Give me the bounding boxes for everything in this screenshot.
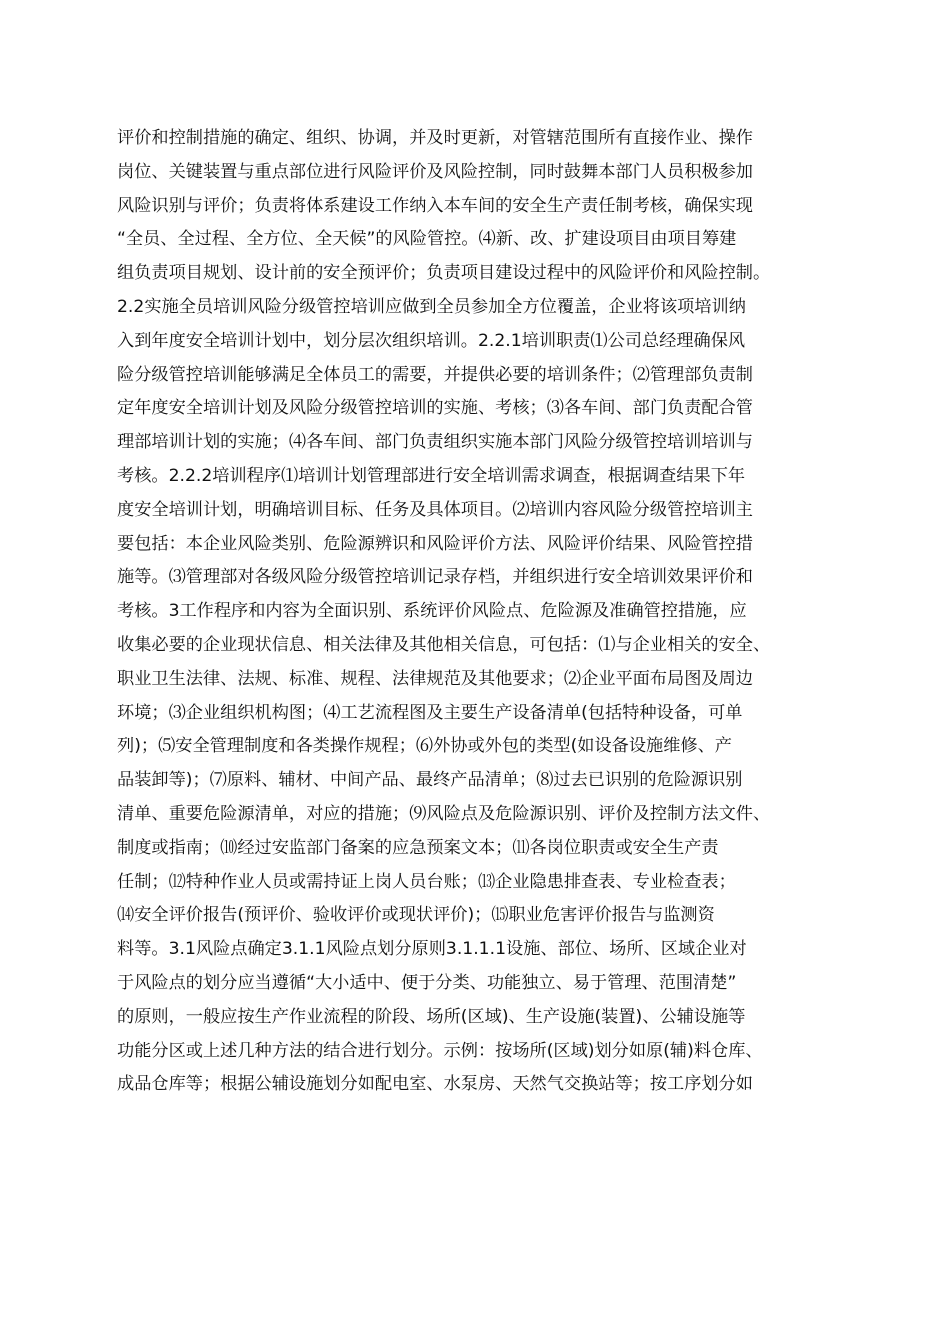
text-line: 要包括：本企业风险类别、危险源辨识和风险评价方法、风险评价结果、风险管控措 [117, 533, 753, 554]
text-line: 于风险点的划分应当遵循“大小适中、便于分类、功能独立、易于管理、范围清楚” [117, 972, 737, 993]
text-line: 施等。⑶管理部对各级风险分级管控培训记录存档，并组织进行安全培训效果评价和 [117, 567, 753, 588]
text-line: 职业卫生法律、法规、标准、规程、法律规范及其他要求；⑵企业平面布局图及周边 [117, 668, 753, 689]
text-line: 清单、重要危险源清单，对应的措施；⑼风险点及危险源识别、评价及控制方法文件、 [117, 803, 771, 824]
text-line: 定年度安全培训计划及风险分级管控培训的实施、考核；⑶各车间、部门负责配合管 [117, 398, 753, 419]
text-line: 的原则，一般应按生产作业流程的阶段、场所(区域)、生产设施(装置)、公辅设施等 [117, 1006, 746, 1027]
text-line: 考核。2.2.2培训程序⑴培训计划管理部进行安全培训需求调查，根据调查结果下年 [117, 465, 746, 486]
text-line: 料等。3.1风险点确定3.1.1风险点划分原则3.1.1.1设施、部位、场所、区域企业对 [117, 939, 747, 960]
text-line: ⒁安全评价报告(预评价、验收评价或现状评价)；⒂职业危害评价报告与监测资 [117, 905, 715, 926]
text-line: 组负责项目规划、设计前的安全预评价；负责项目建设过程中的风险评价和风险控制。 [117, 263, 771, 284]
text-line: 环境；⑶企业组织机构图；⑷工艺流程图及主要生产设备清单(包括特种设备，可单 [117, 702, 743, 723]
text-line: 险分级管控培训能够满足全体员工的需要，并提供必要的培训条件；⑵管理部负责制 [117, 364, 753, 385]
text-line: 2.2实施全员培训风险分级管控培训应做到全员参加全方位覆盖，企业将该项培训纳 [117, 296, 746, 317]
text-line: 成品仓库等；根据公辅设施划分如配电室、水泵房、天然气交换站等；按工序划分如 [117, 1074, 753, 1095]
text-line: 岗位、关键装置与重点部位进行风险评价及风险控制，同时鼓舞本部门人员积极参加 [117, 161, 753, 182]
text-line: 理部培训计划的实施；⑷各车间、部门负责组织实施本部门风险分级管控培训培训与 [117, 432, 753, 453]
text-line: 风险识别与评价；负责将体系建设工作纳入本车间的安全生产责任制考核，确保实现 [117, 195, 753, 216]
text-line: 度安全培训计划，明确培训目标、任务及具体项目。⑵培训内容风险分级管控培训主 [117, 499, 753, 520]
text-line: 入到年度安全培训计划中，划分层次组织培训。2.2.1培训职责⑴公司总经理确保风 [117, 330, 746, 351]
text-line: 制度或指南；⑽经过安监部门备案的应急预案文本；⑾各岗位职责或安全生产责 [117, 837, 719, 858]
text-line: 品装卸等)；⑺原料、辅材、中间产品、最终产品清单；⑻过去已识别的危险源识别 [117, 770, 743, 791]
body-text [117, 122, 857, 1102]
text-line: “全员、全过程、全方位、全天候”的风险管控。⑷新、改、扩建设项目由项目筹建 [117, 229, 737, 250]
text-line: 评价和控制措施的确定、组织、协调，并及时更新，对管辖范围所有直接作业、操作 [117, 128, 753, 148]
text-line: 收集必要的企业现状信息、相关法律及其他相关信息，可包括：⑴与企业相关的安全、 [117, 634, 771, 655]
text-line: 考核。3工作程序和内容为全面识别、系统评价风险点、危险源及准确管控措施，应 [117, 601, 747, 622]
text-line: 列)；⑸安全管理制度和各类操作规程；⑹外协或外包的类型(如设备设施维修、产 [117, 736, 732, 757]
text-line: 任制；⑿特种作业人员或需持证上岗人员台账；⒀企业隐患排查表、专业检查表； [117, 871, 736, 892]
text-line: 功能分区或上述几种方法的结合进行划分。示例：按场所(区域)划分如原(辅)料仓库、 [117, 1040, 763, 1061]
